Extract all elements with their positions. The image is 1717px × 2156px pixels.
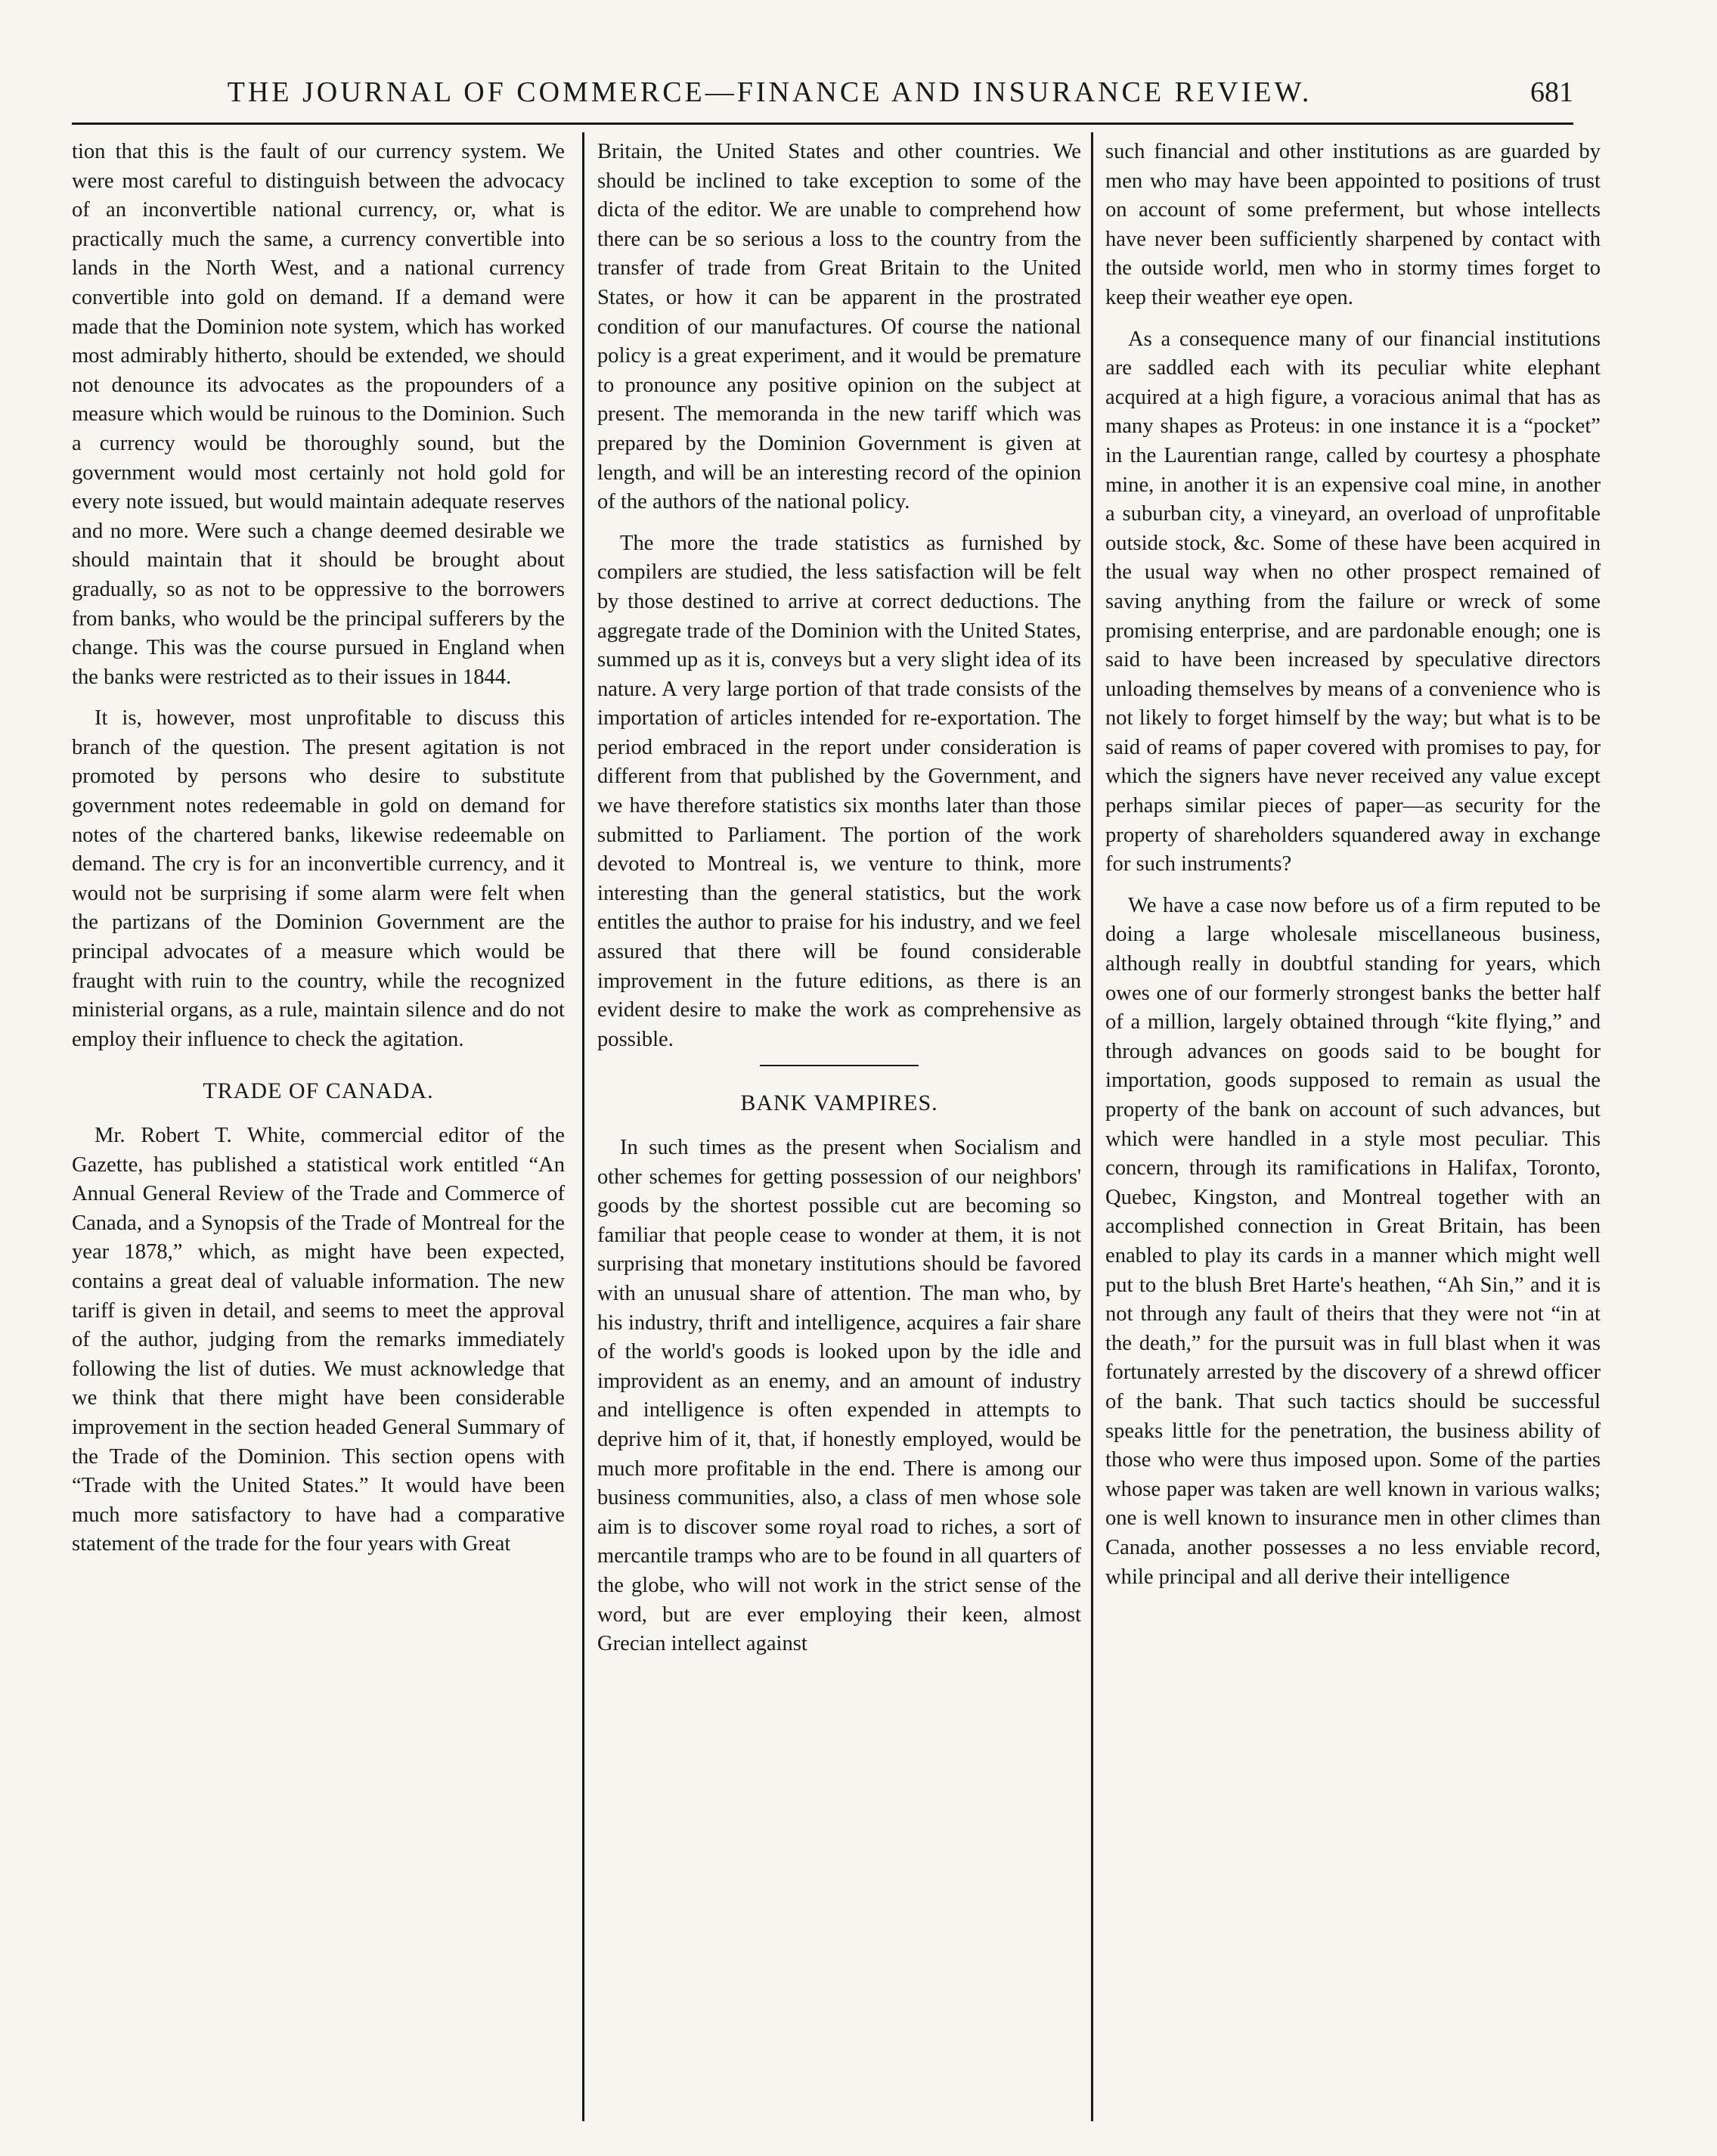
- article-paragraph: such financial and other institutions as are guarded by men who may have been appointed to positions of trust on account of some preferment, but whose intellects have never been sufficiently sharpened by contact with the outside world, men who in stormy times forget to keep their weather eye open.: [1105, 140, 1601, 309]
- section-separator: [760, 1065, 919, 1066]
- section-heading: BANK VAMPIRES.: [740, 1090, 938, 1116]
- page-header: [72, 70, 1573, 125]
- section-heading: TRADE OF CANADA.: [203, 1078, 434, 1104]
- article-paragraph: As a consequence many of our financial institutions are saddled each with its peculiar white elephant acquired at a high figure, a voracious animal that has as many shapes as Proteus: in one instance it is a “pocket” in the Laurentian range, called by courtesy a phosphate mine, in another it is an expensive coal mine, in another a suburban city, a vineyard, an overload of unprofitable outside stock, &c. Some of these have been acquired in the usual way when no other prospect remained of saving anything from the failure or wreck of some promising enterprise, and are pardonable enough; one is said to have been increased by speculative directors unloading themselves by means of a convenience who is not likely to forget himself by the way; but what is to be said of reams of paper covered with promises to pay, for which the signers have never received any value except perhaps similar pieces of paper—as security for the property of shareholders squandered away in exchange for such instruments?: [1105, 327, 1601, 876]
- column-divider: [582, 132, 584, 2121]
- article-paragraph: We have a case now before us of a firm reputed to be doing a large wholesale miscellaneous business, although really in doubtful standing for years, which owes one of our formerly strongest banks the better half of a million, largely obtained through “kite flying,” and through advances on goods said to be bought for importation, goods supposed to remain as usual the property of the bank on account of such advances, but which were handled in a style most peculiar. This concern, through its ramifications in Halifax, Toronto, Quebec, Kingston, and Montreal together with an accomplished connection in Great Britain, has been enabled to play its cards in a manner which might well put to the blush Bret Harte's heathen, “Ah Sin,” and it is not through any fault of theirs that they were not “in at the death,” for the pursuit was in full blast when it was fortunately arrested by the discovery of a shrewd officer of the bank. That such tactics should be successful speaks little for the penetration, the business ability of those who were thus imposed upon. Some of the parties whose paper was taken are well known in various walks; one is well known to insurance men in other climes than Canada, another possesses a no less enviable record, while principal and all derive their intelligence: [1105, 893, 1601, 1589]
- article-paragraph: In such times as the present when Socialism and other schemes for getting possession of our neighbors' goods by the shortest possible cut are becoming so familiar that people cease to wonder at them, it is not surprising that monetary institutions should be favored with an unusual share of attention. The man who, by his industry, thrift and intelligence, acquires a fair share of the world's goods is looked upon by the idle and improvident as an enemy, and an amount of industry and intelligence is often expended in attempts to deprive him of it, that, if honestly employed, would be much more profitable in the end. There is among our business communities, also, a class of men whose sole aim is to discover some royal road to riches, a sort of mercantile tramps who are to be found in all quarters of the globe, who will not work in the strict sense of the word, but are ever employing their keen, almost Grecian intellect against: [597, 1136, 1081, 1656]
- article-paragraph: Mr. Robert T. White, commercial editor of the Gazette, has published a statistical work entitled “An Annual General Review of the Trade and Commerce of Canada, and a Synopsis of the Trade of Montreal for the year 1878,” which, as might have been expected, contains a great deal of valuable information. The new tariff is given in detail, and seems to meet the approval of the author, judging from the remarks immediately following the list of duties. We must acknowledge that we think that there might have been considerable improvement in the section headed General Summary of the Trade of the Dominion. This section opens with “Trade with the United States.” It would have been much more satisfactory to have had a comparative statement of the trade for the four years with Great: [72, 1124, 565, 1556]
- text-column-3: [1105, 138, 1601, 2126]
- running-title: THE JOURNAL OF COMMERCE—FINANCE AND INSURANCE REVIEW.: [227, 76, 1313, 108]
- article-paragraph: It is, however, most unprofitable to discuss this branch of the question. The present agitation is not promoted by persons who desire to substitute government notes redeemable in gold on demand for notes of the chartered banks, likewise redeemable on demand. The cry is for an inconvertible currency, and it would not be surprising if some alarm were felt when the partizans of the Dominion Government are the principal advocates of a measure which would be fraught with ruin to the country, while the recognized ministerial organs, as a rule, maintain silence and do not employ their influence to check the agitation.: [72, 706, 565, 1051]
- text-column-2: [597, 138, 1081, 2126]
- article-paragraph: Britain, the United States and other countries. We should be inclined to take exception to some of the dicta of the editor. We are unable to comprehend how there can be so serious a loss to the country from the transfer of trade from Great Britain to the United States, or how it can be apparent in the prostrated condition of our manufactures. Of course the national policy is a great experiment, and it would be premature to pronounce any positive opinion on the subject at present. The memoranda in the new tariff which was prepared by the Dominion Government is given at length, and will be an interesting record of the opinion of the authors of the national policy.: [597, 140, 1081, 514]
- page-number: 681: [1530, 76, 1573, 108]
- article-paragraph: tion that this is the fault of our currency system. We were most careful to distinguish between the advocacy of an inconvertible national currency, or, what is practically much the same, a currency convertible into lands in the North West, and a national currency convertible into gold on demand. If a demand were made that the Dominion note system, which has worked most admirably hitherto, should be extended, we should not denounce its advocates as the propounders of a measure which would be ruinous to the Dominion. Such a currency would be thoroughly sound, but the government would most certainly not hold gold for every note issued, but would maintain adequate reserves and no more. Were such a change deemed desirable we should maintain that it should be brought about gradually, so as not to be oppressive to the borrowers from banks, who would be the principal sufferers by the change. This was the course pursued in England when the banks were restricted as to their issues in 1844.: [72, 140, 565, 689]
- column-divider: [1091, 132, 1093, 2121]
- article-paragraph: The more the trade statistics as furnished by compilers are studied, the less satisfaction will be felt by those destined to arrive at correct deductions. The aggregate trade of the Dominion with the United States, summed up as it is, conveys but a very slight idea of its nature. A very large portion of that trade consists of the importation of articles intended for re-exportation. The period embraced in the report under consideration is different from that published by the Government, and we have therefore statistics six months later than those submitted to Parliament. The portion of the work devoted to Montreal is, we venture to think, more interesting than the general statistics, but the work entitles the author to praise for his industry, and we feel assured that there will be found considerable improvement in the future editions, as there is an evident desire to make the work as comprehensive as possible.: [597, 531, 1081, 1051]
- text-column-1: [72, 138, 565, 2126]
